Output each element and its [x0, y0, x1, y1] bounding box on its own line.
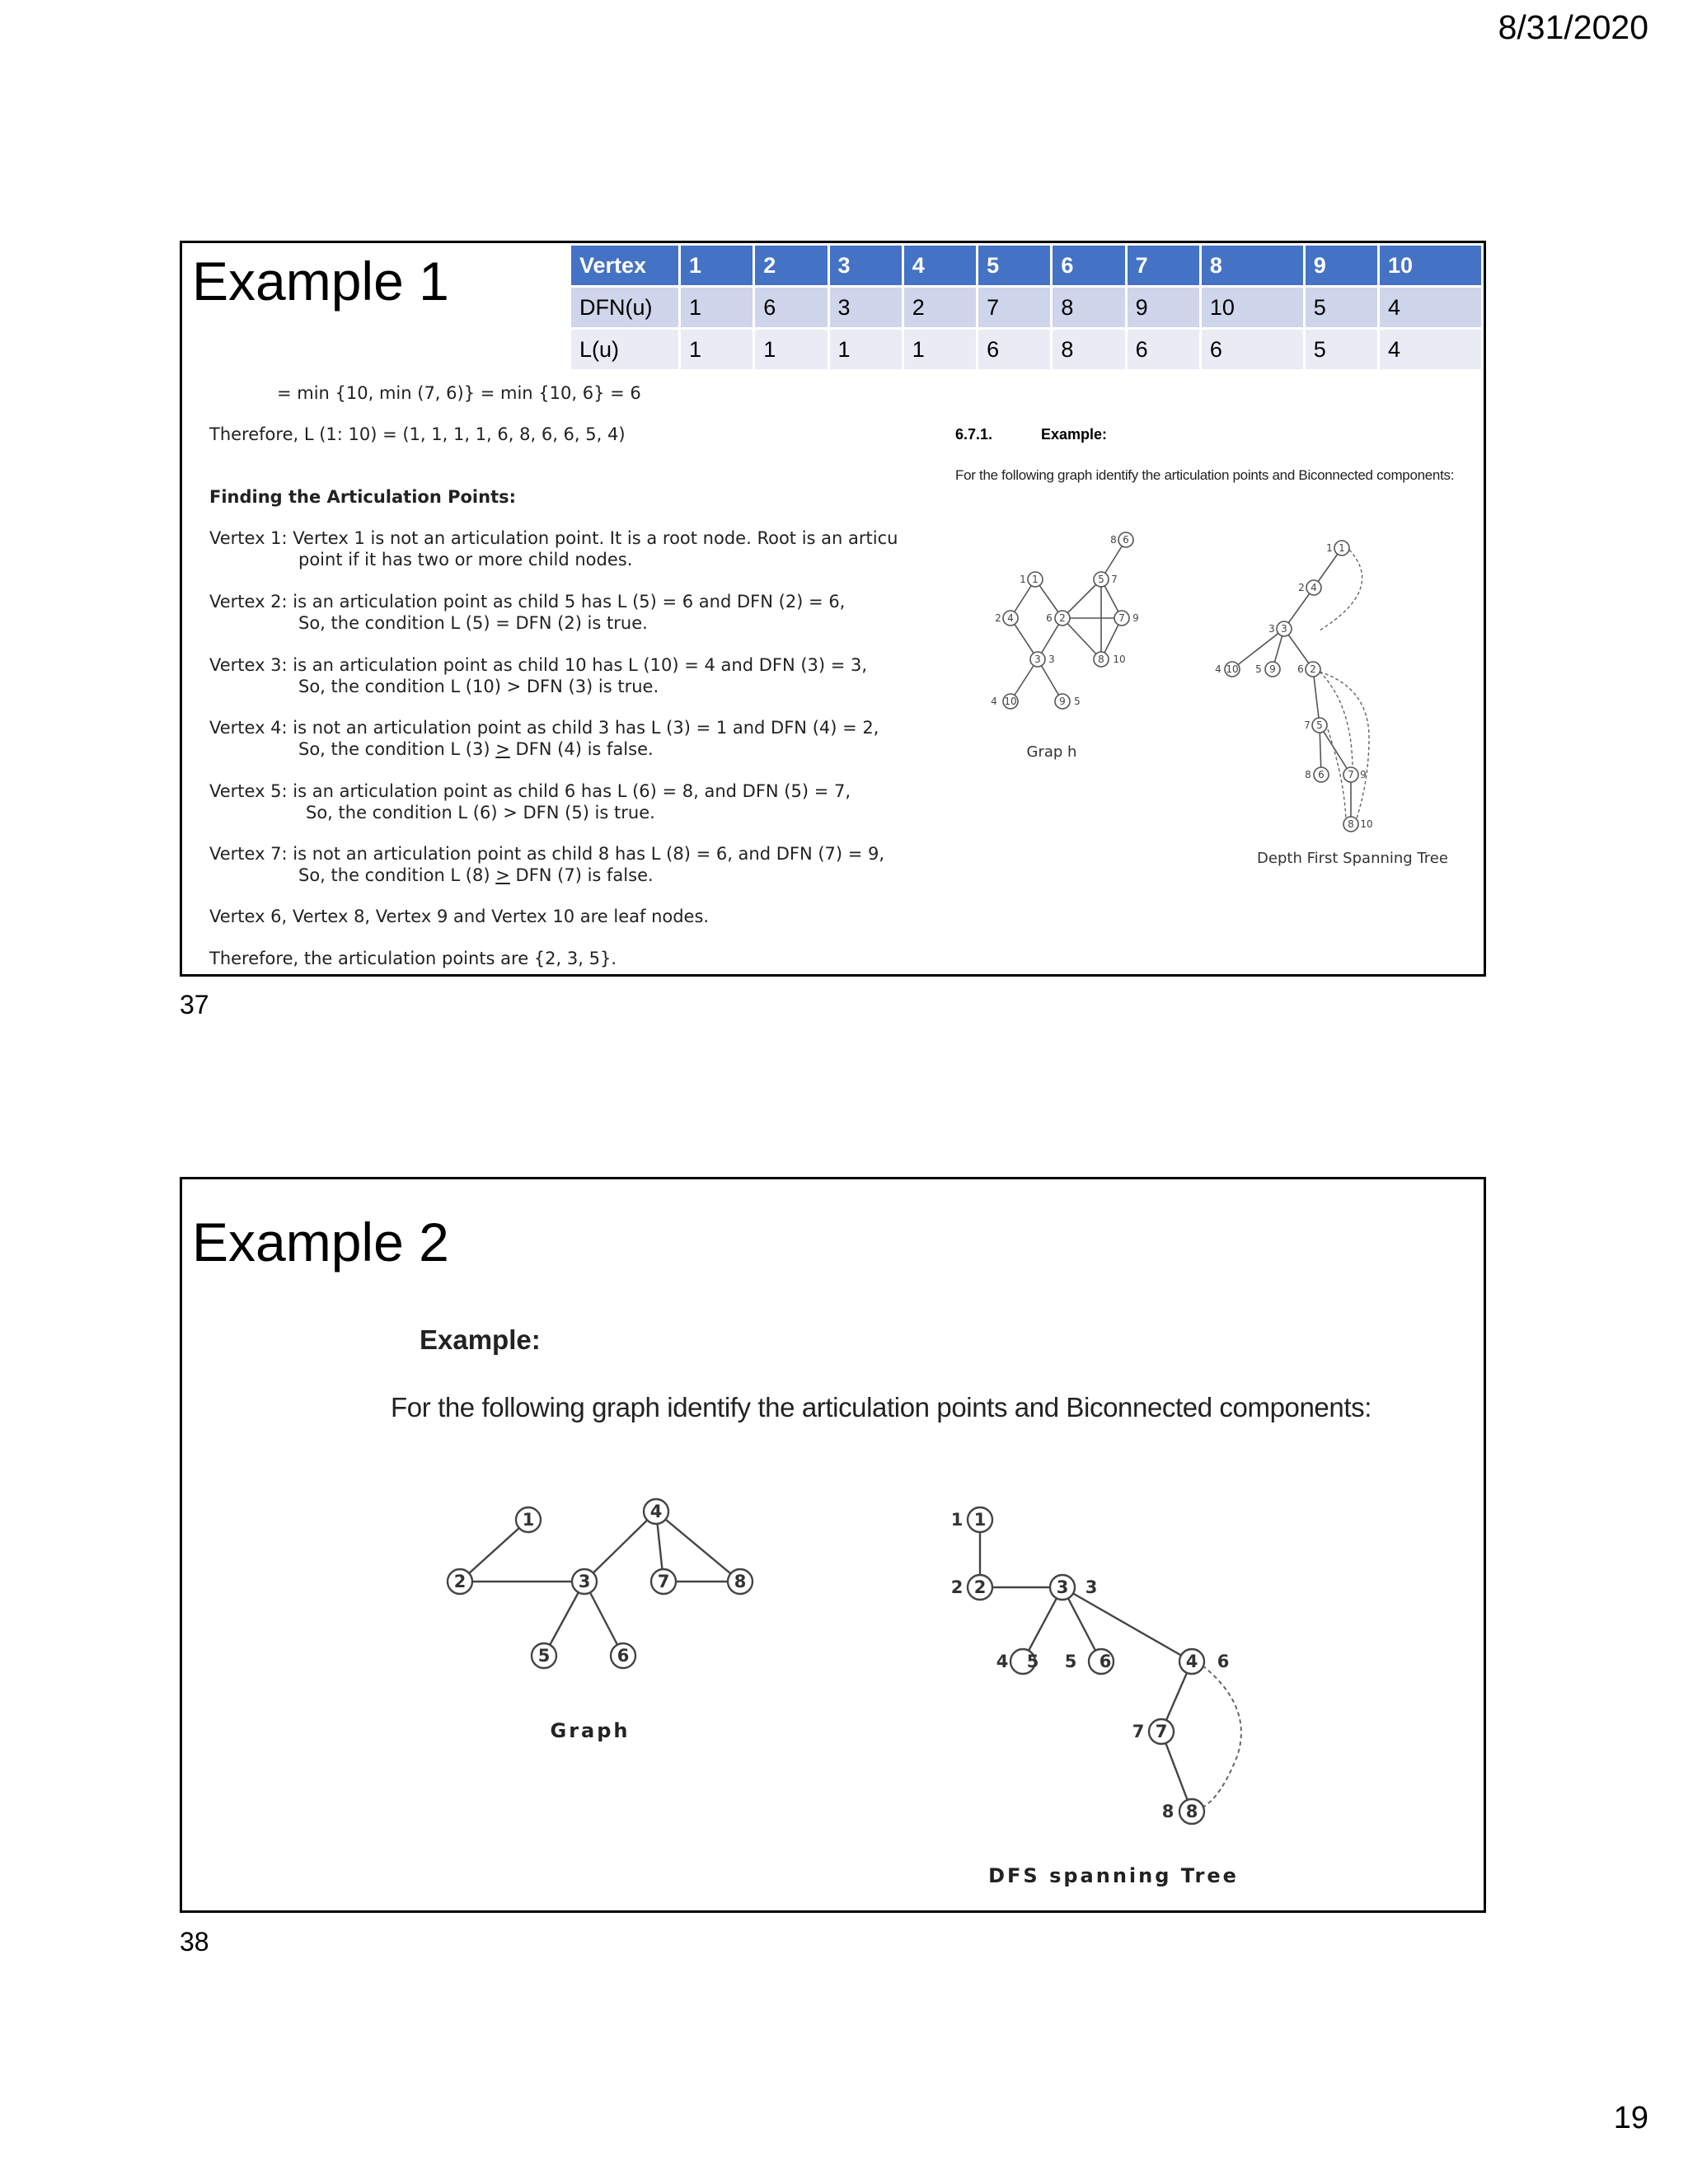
finding-heading: Finding the Articulation Points:: [209, 487, 517, 507]
svg-text:8: 8: [1305, 769, 1311, 780]
table-cell: 8: [1052, 287, 1126, 329]
svg-text:1: 1: [1020, 574, 1026, 585]
svg-text:8: 8: [734, 1572, 747, 1591]
graph-diagrams-1: [182, 243, 1484, 974]
graph-caption: Grap h: [1026, 743, 1077, 761]
svg-text:5: 5: [1074, 696, 1081, 707]
svg-text:7: 7: [1118, 612, 1125, 624]
text-span: DFN (7) is false.: [509, 865, 654, 885]
table-cell: 5: [978, 246, 1052, 287]
table-cell: 4: [903, 246, 977, 287]
svg-text:1: 1: [1339, 542, 1345, 554]
table-cell: 9: [1304, 246, 1378, 287]
vertex-2-line: Vertex 2: is an articulation point as child 5 has L (5) = 6 and DFN (2) = 6,: [209, 592, 846, 612]
vertex-7-line: Vertex 7: is not an articulation point as child 8 has L (8) = 6, and DFN (7) = 9,: [209, 844, 885, 864]
vertex-3-line: Vertex 3: is an articulation point as child 10 has L (10) = 4 and DFN (3) = 3,: [209, 655, 868, 675]
table-cell: 6: [978, 329, 1052, 371]
svg-text:7: 7: [1348, 769, 1354, 780]
table-cell: 2: [903, 287, 977, 329]
svg-text:5: 5: [1098, 574, 1104, 585]
example-prompt: For the following graph identify the articulation points and Biconnected components:: [955, 467, 1455, 483]
svg-text:3: 3: [1048, 654, 1055, 665]
svg-text:8: 8: [1185, 1802, 1198, 1821]
slide-number: 38: [180, 1927, 209, 1957]
svg-text:1: 1: [522, 1510, 535, 1530]
example-heading: Example:: [420, 1324, 541, 1355]
table-cell: 1: [680, 329, 754, 371]
table-cell: 6: [1052, 246, 1126, 287]
svg-text:9: 9: [1269, 663, 1276, 675]
svg-text:3: 3: [1034, 654, 1041, 665]
svg-text:1: 1: [973, 1510, 987, 1530]
svg-text:1: 1: [1326, 542, 1333, 554]
table-cell: 3: [828, 246, 903, 287]
svg-text:2: 2: [950, 1577, 964, 1597]
table-cell: 10: [1379, 246, 1483, 287]
table-cell: 7: [1126, 246, 1200, 287]
svg-text:4: 4: [1311, 582, 1317, 593]
svg-text:7: 7: [1155, 1722, 1168, 1741]
vertex-5-line: So, the condition L (6) > DFN (5) is true.: [306, 803, 655, 823]
table-cell: Vertex: [571, 246, 680, 287]
table-cell: 6: [754, 287, 828, 329]
graph-diagrams-2: [182, 1179, 1484, 1910]
min-line: = min {10, min (7, 6)} = min {10, 6} = 6: [277, 383, 641, 403]
table-cell: 7: [978, 287, 1052, 329]
svg-text:4: 4: [649, 1502, 663, 1521]
slide-title: Example 1: [192, 251, 449, 312]
table-cell: 5: [1304, 329, 1378, 371]
svg-text:10: 10: [1113, 654, 1126, 665]
svg-text:2: 2: [995, 612, 1001, 624]
table-cell: 2: [754, 246, 828, 287]
table-cell: 5: [1304, 287, 1378, 329]
tree-caption: DFS spanning Tree: [988, 1864, 1239, 1887]
svg-text:6: 6: [617, 1646, 630, 1666]
table-cell: 8: [1200, 246, 1304, 287]
svg-text:1: 1: [1032, 574, 1039, 585]
table-cell: 10: [1200, 287, 1304, 329]
svg-text:2: 2: [1059, 612, 1066, 624]
table-cell: 1: [828, 329, 903, 371]
svg-text:7: 7: [1304, 719, 1311, 731]
vertex-1-line: point if it has two or more child nodes.: [298, 550, 633, 569]
table-cell: 1: [754, 329, 828, 371]
svg-text:6: 6: [1297, 663, 1304, 675]
example-prompt: For the following graph identify the articulation points and Biconnected components:: [391, 1392, 1372, 1422]
table-cell: 3: [828, 287, 903, 329]
svg-text:5: 5: [537, 1646, 551, 1666]
table-cell: 8: [1052, 329, 1126, 371]
table-cell: 1: [680, 287, 754, 329]
svg-text:7: 7: [1132, 1722, 1145, 1741]
svg-text:5: 5: [1064, 1652, 1077, 1671]
svg-text:3: 3: [1056, 1577, 1069, 1597]
svg-text:4: 4: [991, 696, 997, 707]
svg-text:2: 2: [1310, 663, 1316, 675]
svg-text:2: 2: [1298, 582, 1305, 593]
table-cell: L(u): [571, 329, 680, 371]
svg-text:8: 8: [1161, 1802, 1175, 1821]
svg-text:4: 4: [1215, 663, 1221, 675]
svg-text:6: 6: [1099, 1652, 1112, 1671]
slide-example-1: [180, 241, 1486, 977]
svg-text:4: 4: [1007, 612, 1014, 624]
svg-text:8: 8: [1348, 818, 1354, 830]
svg-text:2: 2: [453, 1572, 467, 1591]
page-number: 19: [1613, 2101, 1648, 2135]
section-number: 6.7.1.: [955, 426, 993, 443]
table-cell: 4: [1379, 329, 1483, 371]
svg-text:9: 9: [1132, 612, 1139, 624]
text-span: DFN (4) is false.: [509, 739, 654, 759]
leaf-line: Vertex 6, Vertex 8, Vertex 9 and Vertex 10 are leaf nodes.: [209, 907, 710, 926]
svg-text:7: 7: [657, 1572, 670, 1591]
slide-number: 37: [180, 990, 209, 1019]
svg-text:5: 5: [1255, 663, 1262, 675]
svg-text:6: 6: [1046, 612, 1053, 624]
svg-text:8: 8: [1110, 534, 1117, 546]
svg-text:3: 3: [1085, 1577, 1098, 1597]
table-cell: 1: [903, 329, 977, 371]
text-span: So, the condition L (8): [298, 865, 496, 885]
svg-text:4: 4: [1185, 1652, 1198, 1671]
geq-symbol: >: [495, 865, 510, 885]
svg-text:9: 9: [1360, 769, 1367, 780]
table-cell: 6: [1200, 329, 1304, 371]
vertex-5-line: Vertex 5: is an articulation point as child 6 has L (6) = 8, and DFN (5) = 7,: [209, 781, 851, 801]
table-cell: 6: [1126, 329, 1200, 371]
table-cell: 4: [1379, 287, 1483, 329]
svg-text:10: 10: [1004, 696, 1017, 707]
slide-example-2: [180, 1177, 1486, 1913]
text-span: So, the condition L (3): [298, 739, 496, 759]
example-heading: Example:: [1041, 426, 1108, 443]
vertex-2-line: So, the condition L (5) = DFN (2) is true.: [298, 613, 648, 633]
svg-text:2: 2: [973, 1577, 987, 1597]
svg-text:1: 1: [950, 1510, 964, 1530]
vertex-4-line: Vertex 4: is not an articulation point as child 3 has L (3) = 1 and DFN (4) = 2,: [209, 718, 879, 738]
therefore-ap-line: Therefore, the articulation points are {2, 3, 5}.: [209, 949, 617, 968]
svg-text:6: 6: [1217, 1652, 1230, 1671]
svg-text:3: 3: [1268, 623, 1275, 635]
tree-caption: Depth First Spanning Tree: [1257, 850, 1448, 867]
svg-text:4: 4: [996, 1652, 1009, 1671]
svg-text:10: 10: [1226, 663, 1239, 675]
svg-text:10: 10: [1360, 818, 1373, 830]
svg-text:9: 9: [1059, 696, 1066, 707]
table-cell: 1: [680, 246, 754, 287]
therefore-l-line: Therefore, L (1: 10) = (1, 1, 1, 1, 6, 8, 6, 6, 5, 4): [209, 424, 626, 444]
vertex-3-line: So, the condition L (10) > DFN (3) is true.: [298, 677, 659, 696]
svg-text:8: 8: [1098, 654, 1104, 665]
svg-text:5: 5: [1026, 1652, 1039, 1671]
geq-symbol: >: [495, 739, 510, 759]
svg-text:3: 3: [1281, 623, 1287, 635]
table-cell: DFN(u): [571, 287, 680, 329]
svg-text:6: 6: [1123, 534, 1129, 546]
vertex-1-line: Vertex 1: Vertex 1 is not an articulation point. It is a root node. Root is an articu: [209, 528, 898, 548]
page-date: 8/31/2020: [1498, 8, 1648, 46]
svg-text:3: 3: [578, 1572, 591, 1591]
svg-text:5: 5: [1316, 719, 1323, 731]
svg-text:6: 6: [1318, 769, 1325, 780]
table-cell: 9: [1126, 287, 1200, 329]
slide-title: Example 2: [192, 1212, 449, 1272]
svg-text:7: 7: [1111, 574, 1118, 585]
graph-caption: Graph: [550, 1719, 631, 1742]
